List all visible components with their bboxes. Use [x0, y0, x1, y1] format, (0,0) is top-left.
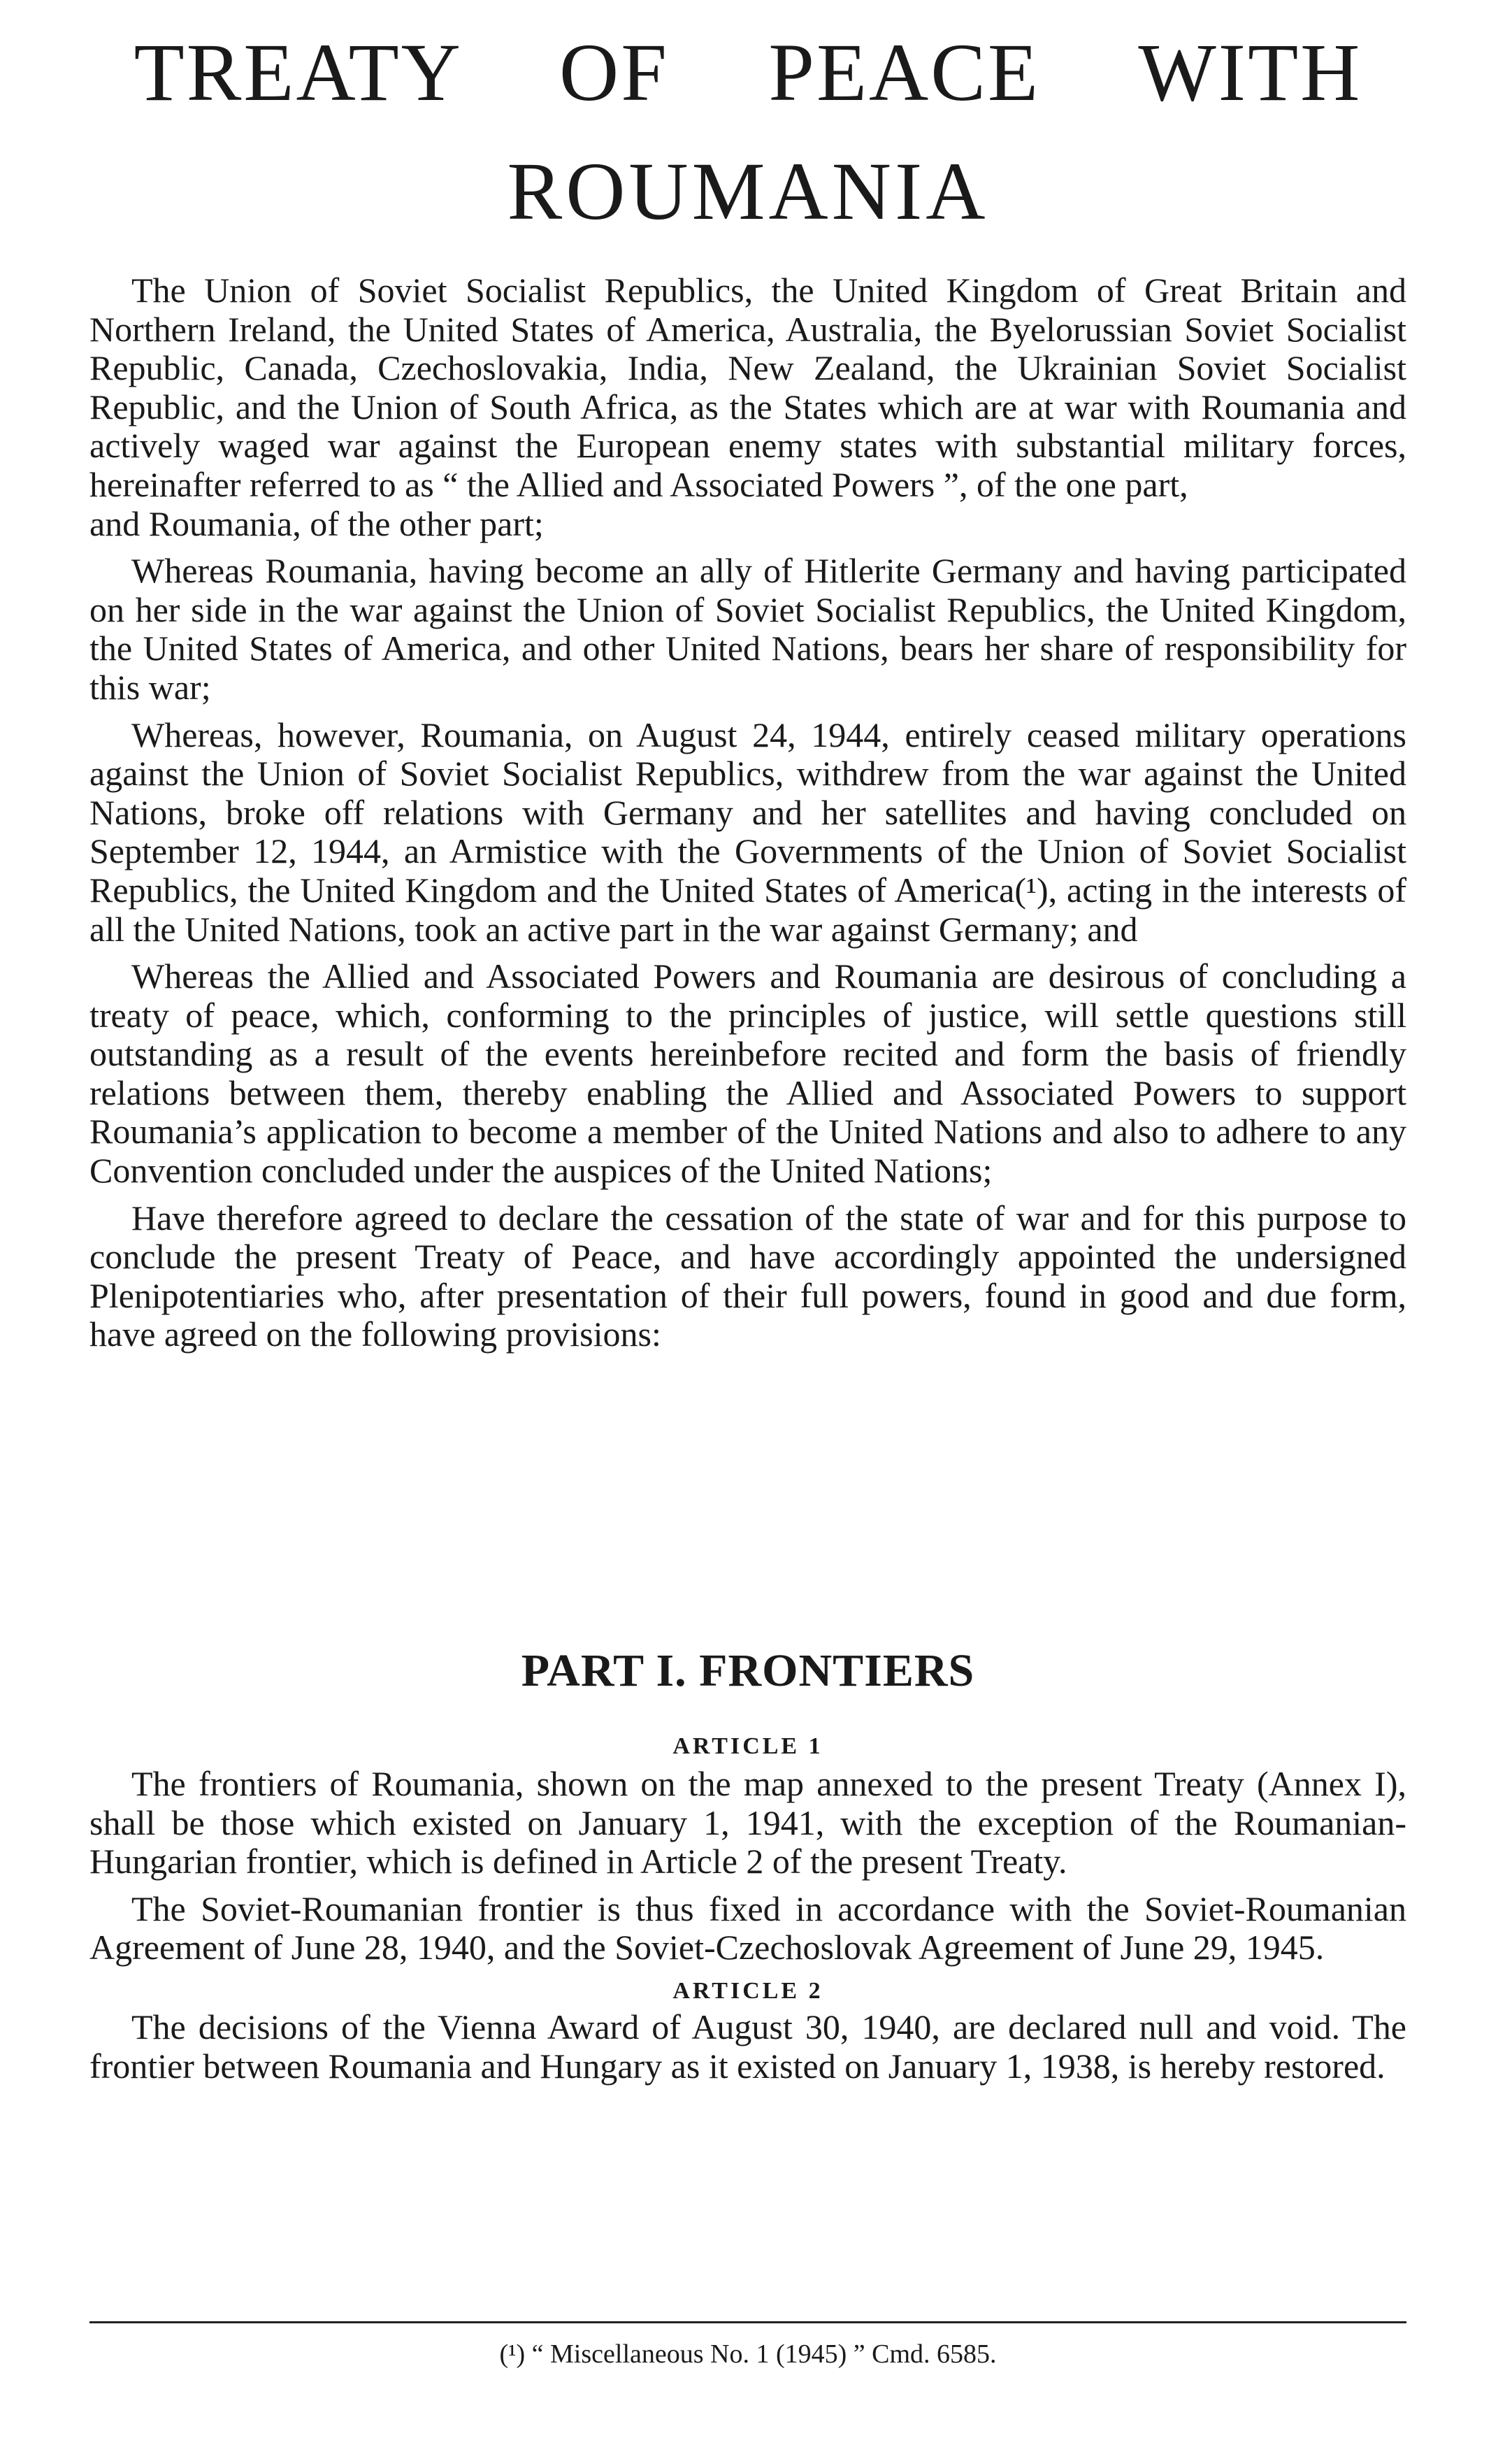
- preamble-parties: The Union of Soviet Socialist Republics, the United Kingdom of Great Britain and Northern Ireland, the United States of America, Australia, the Byelorussian Soviet Socialist Republic, Canada, Czechoslovakia, India, New Zealand, the Ukrainian Soviet Socialist Republic, and the Union of South Africa, as the States which are at war with Roumania and actively waged war against the European enemy states with substantial military forces, hereinafter referred to as “ the Allied and Associated Powers ”, of the one part,: [89, 271, 1406, 504]
- treaty-title-line1: TREATY OF PEACE WITH: [134, 27, 1362, 118]
- whereas-paragraph-2: Whereas, however, Roumania, on August 24, 1944, entirely ceased military operations against the Union of Soviet Socialist Republics, withdrew from the war against the United Nations, broke off relations with Germany and her satellites and having concluded on September 12, 1944, an Armistice with the Governments of the Union of Soviet Socialist Republics, the United Kingdom and the United States of America(¹), acting in the interests of all the United Nations, took an active part in the war against Germany; and: [89, 715, 1406, 949]
- article-1-paragraph-1: The frontiers of Roumania, shown on the map annexed to the present Treaty (Annex I), shall be those which existed on January 1, 1941, with the exception of the Roumanian-Hungarian frontier, which is defined in Article 2 of the present Treaty.: [89, 1764, 1406, 1881]
- footnote: (¹) “ Miscellaneous No. 1 (1945) ” Cmd. 6585.: [499, 2339, 997, 2369]
- treaty-title-line2: ROUMANIA: [507, 145, 989, 237]
- footnote-divider: [89, 2321, 1406, 2323]
- part-heading: PART I. FRONTIERS: [521, 1645, 975, 1696]
- article-1-heading: ARTICLE 1: [672, 1733, 823, 1759]
- preamble-other-part: and Roumania, of the other part;: [89, 503, 544, 543]
- article-1-paragraph-2: The Soviet-Roumanian frontier is thus fixed in accordance with the Soviet-Roumanian Agreement of June 28, 1940, and the Soviet-Czechoslovak Agreement of June 29, 1945.: [89, 1888, 1406, 1967]
- article-2-paragraph-1: The decisions of the Vienna Award of August 30, 1940, are declared null and void. The frontier between Roumania and Hungary as it existed on January 1, 1938, is hereby restored.: [89, 2007, 1406, 2086]
- whereas-paragraph-1: Whereas Roumania, having become an ally of Hitlerite Germany and having participated on her side in the war against the Union of Soviet Socialist Republics, the United Kingdom, the United States of America, and other United Nations, bears her share of responsibility for this war;: [89, 551, 1406, 707]
- whereas-paragraph-3: Whereas the Allied and Associated Powers and Roumania are desirous of concluding a treaty of peace, which, conforming to the principles of justice, will settle questions still outstanding as a result of the events hereinbefore recited and form the basis of friendly relations between them, thereby enabling the Allied and Associated Powers to support Roumania’s application to become a member of the United Nations and also to adhere to any Convention concluded under the auspices of the United Nations;: [89, 956, 1406, 1191]
- article-2-heading: ARTICLE 2: [672, 1977, 823, 2004]
- have-therefore-paragraph: Have therefore agreed to declare the cessation of the state of war and for this purpose to conclude the present Treaty of Peace, and have accordingly appointed the undersigned Plenipotentiaries who, after presentation of their full powers, found in good and due form, have agreed on the following provisions:: [89, 1198, 1406, 1354]
- preamble-section: [89, 271, 1406, 1354]
- part-1-articles: [89, 1733, 1406, 2086]
